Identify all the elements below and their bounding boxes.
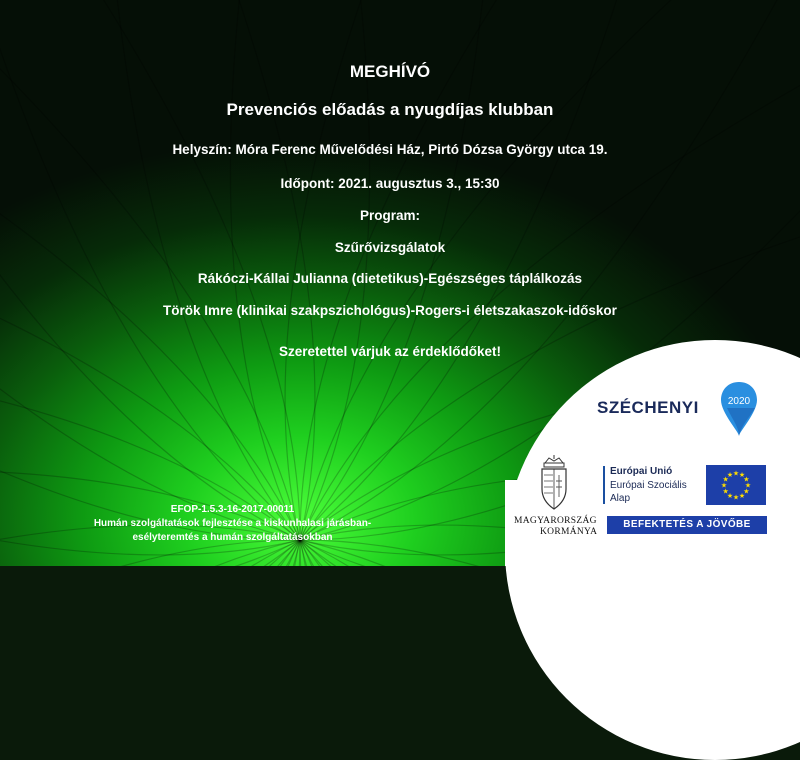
project-code: EFOP-1.5.3-16-2017-00011 [170,504,295,515]
program-item: Török Imre (klinikai szakpszichológus)-Rogers-i életszakaszok-időskor [163,303,617,318]
government-label-line1: MAGYARORSZÁG [514,516,597,526]
eu-star: ★ [743,476,750,484]
program-item: Rákóczi-Kállai Julianna (dietetikus)-Egészséges táplálkozás [197,271,583,286]
eu-title: Európai Unió [610,466,673,477]
program-heading: Program: [359,208,420,223]
eu-star: ★ [732,494,740,502]
eu-star: ★ [720,482,728,490]
location-line: Helyszín: Móra Ferenc Művelődési Ház, Pirtó Dózsa György utca 19. [172,142,608,157]
eu-star: ★ [722,476,729,484]
eu-fund-line2: Alap [610,493,631,504]
eu-fund-line1: Európai Szociális [610,480,687,491]
szechenyi-logo-text: SZÉCHENYI [597,398,699,417]
eu-star: ★ [744,482,752,490]
eu-star: ★ [726,472,734,480]
szechenyi-pin-icon [719,380,759,438]
eu-star: ★ [743,488,750,496]
eu-star: ★ [732,470,740,478]
eu-flag-icon [706,465,766,505]
government-label-line2: KORMÁNYA [540,527,598,537]
project-title-line2: esélyteremtés a humán szolgáltatásokban [132,532,333,543]
eu-star: ★ [738,472,746,480]
invest-banner: BEFEKTETÉS A JÖVŐBE [607,516,767,534]
project-title-line1: Humán szolgáltatások fejlesztése a kiskunhalasi járásban- [93,518,372,529]
eu-star: ★ [722,488,729,496]
closing-line: Szeretettel várjuk az érdeklődőket! [278,344,502,359]
time-line: Időpont: 2021. augusztus 3., 15:30 [280,176,500,191]
eu-star: ★ [726,492,734,500]
eu-star: ★ [738,492,746,500]
hungarian-coat-of-arms-icon [535,455,573,513]
program-item: Szűrővizsgálatok [334,240,446,255]
szechenyi-year: 2020 [727,396,751,407]
invitation-subtitle: Prevenciós előadás a nyugdíjas klubban [226,100,554,119]
invitation-title: MEGHÍVÓ [349,62,431,81]
eu-divider [603,466,605,504]
